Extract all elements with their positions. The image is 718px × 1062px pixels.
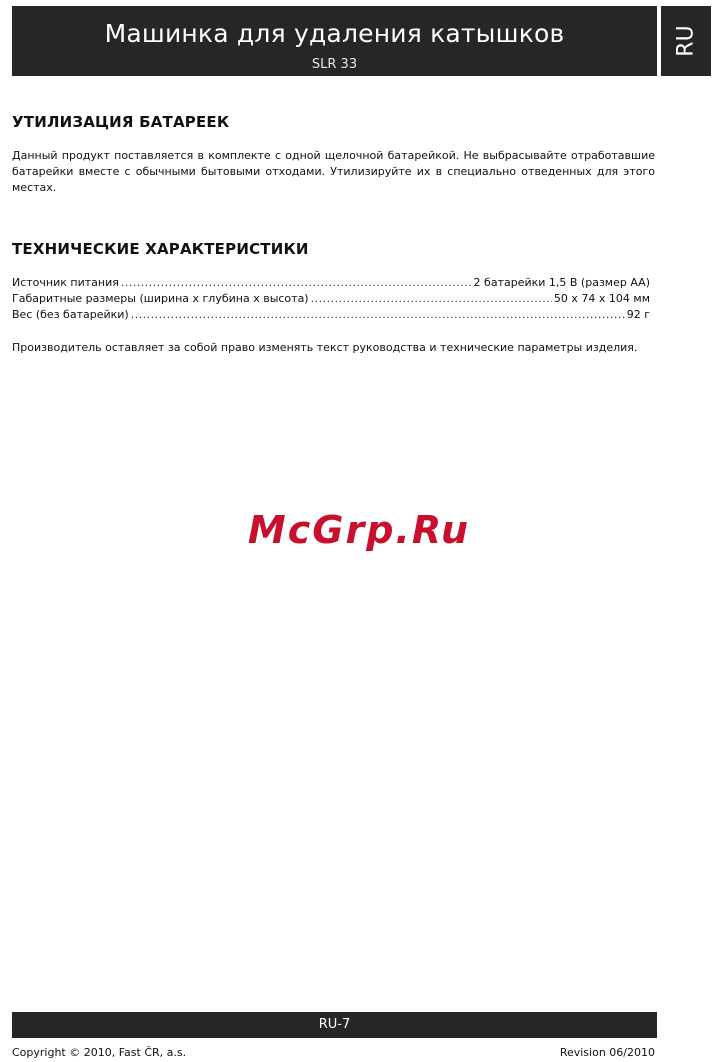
page-number: RU-7 (318, 1017, 351, 1032)
document-title: Машинка для удаления катышков (104, 19, 565, 48)
language-label: RU (673, 25, 699, 57)
language-tab (661, 6, 711, 76)
spec-row-power (12, 275, 650, 291)
spec-row-weight (12, 307, 650, 323)
spec-value: 50 x 74 x 104 мм (553, 292, 650, 305)
spec-label: Вес (без батарейки) (12, 308, 129, 321)
revision-text: Revision 06/2010 (559, 1046, 655, 1059)
spec-label: Габаритные размеры (ширина x глубина x высота) (12, 292, 309, 305)
spec-value: 2 батарейки 1,5 В (размер AA) (473, 276, 650, 289)
spec-row-dimensions (12, 291, 650, 307)
specs-heading: ТЕХНИЧЕСКИЕ ХАРАКТЕРИСТИКИ (12, 240, 309, 258)
leader-dots (121, 275, 472, 291)
disposal-text: Данный продукт поставляется в комплекте с одной щелочной батарейкой. Не выбрасывайте отработавшие батарейки вместе с обычными бытовыми отходами. Утилизируйте их в специально отведенных для этого местах. (12, 149, 655, 194)
footer-bar (12, 1012, 657, 1038)
model-number: SLR 33 (311, 57, 358, 72)
watermark-logo: McGrp.Ru (247, 508, 471, 552)
spec-value: 92 г (626, 308, 650, 321)
spec-label: Источник питания (12, 276, 119, 289)
manufacturer-note: Производитель оставляет за собой право изменять текст руководства и технические параметры изделия. (12, 341, 638, 354)
header-bar (12, 6, 657, 76)
leader-dots (131, 307, 625, 323)
leader-dots (311, 291, 552, 307)
disposal-heading: УТИЛИЗАЦИЯ БАТАРЕЕК (12, 113, 230, 131)
copyright-text: Copyright © 2010, Fast ČR, a.s. (12, 1046, 187, 1059)
